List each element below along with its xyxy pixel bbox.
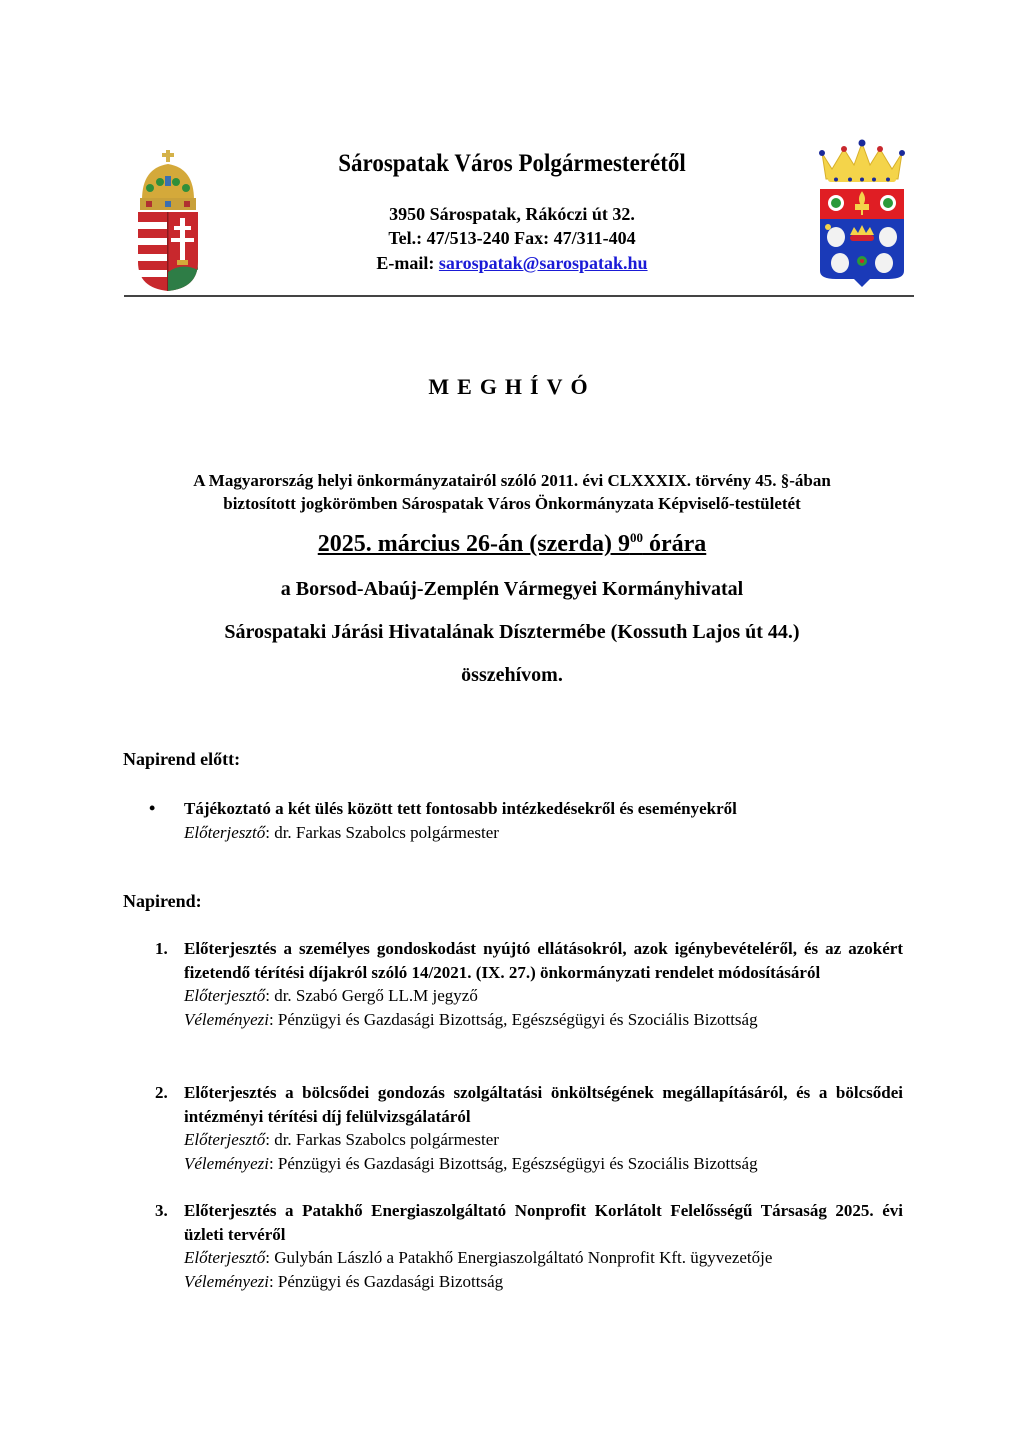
meeting-date — [0, 531, 1024, 558]
email-link[interactable]: sarospatak@sarospatak.hu — [438, 253, 648, 273]
sarospatak-coat-of-arms-icon — [818, 139, 906, 287]
agenda-item — [155, 937, 903, 1031]
bullet-icon: • — [149, 798, 156, 818]
issuer-phone-fax: Tel.: 47/513-240 Fax: 47/311-404 — [388, 228, 636, 248]
agenda-item-presenter: Előterjesztő: dr. Farkas Szabolcs polgármester — [184, 822, 499, 842]
convene-statement: összehívom. — [461, 664, 563, 686]
agenda-item-title: Előterjesztés a személyes gondoskodást nyújtó ellátásokról, azok igénybevételéről, és az azokért fizetendő térítési díjakról szóló 14/2021. (IX. 27.) önkormányzati rendelet módosításáról — [184, 939, 903, 982]
pre-agenda-item — [149, 797, 903, 844]
agenda-item-presenter: Előterjesztő: Gulybán László a Patakhő Energiaszolgáltató Nonprofit Kft. ügyvezetője — [184, 1248, 773, 1267]
agenda-item-reviewer: Véleményezi: Pénzügyi és Gazdasági Bizottság, Egészségügyi és Szociális Bizottság — [184, 1153, 758, 1173]
issuer-address: 3950 Sárospatak, Rákóczi út 32. — [389, 204, 635, 224]
document-heading: MEGHÍVÓ — [428, 374, 596, 399]
agenda-item-number: 3. — [155, 1201, 168, 1220]
meeting-date-suffix: órára — [642, 531, 707, 557]
agenda-heading: Napirend: — [123, 891, 202, 911]
meeting-place-line-1: a Borsod-Abaúj-Zemplén Vármegyei Kormányhivatal — [280, 578, 744, 600]
agenda-item — [155, 1199, 903, 1293]
agenda-item-reviewer: Véleményezi: Pénzügyi és Gazdasági Bizottság, Egészségügyi és Szociális Bizottság — [184, 1009, 758, 1029]
meeting-place-line-2: Sárospataki Járási Hivatalának Dísztermébe (Kossuth Lajos út 44.) — [224, 621, 800, 643]
intro-line-2: biztosított jogkörömben Sárospatak Város Önkormányzata Képviselő-testületét — [223, 494, 801, 513]
agenda-item-title: Tájékoztató a két ülés között tett fontosabb intézkedésekről és eseményekről — [184, 799, 737, 818]
agenda-item-title: Előterjesztés a bölcsődei gondozás szolgáltatási önköltségének megállapításáról, és a bölcsődei intézményi térítési díj felülvizsgálatáról — [184, 1083, 903, 1126]
meeting-date-main: 2025. március 26-án (szerda) 9 — [317, 531, 630, 557]
issuer-title: Sárospatak Város Polgármesterétől — [338, 150, 686, 177]
agenda-item-reviewer: Véleményezi: Pénzügyi és Gazdasági Bizottság — [184, 1271, 504, 1291]
agenda-item — [155, 1081, 903, 1175]
meeting-time-minutes: 00 — [629, 530, 643, 545]
email-label: E-mail: — [376, 253, 439, 273]
agenda-item-number: 1. — [155, 939, 168, 958]
intro-line-1: A Magyarország helyi önkormányzatairól szóló 2011. évi CLXXXIX. törvény 45. §-ában — [193, 471, 831, 490]
agenda-item-title: Előterjesztés a Patakhő Energiaszolgáltató Nonprofit Korlátolt Felelősségű Társaság 2025. évi üzleti tervéről — [184, 1201, 903, 1244]
header-divider — [124, 295, 914, 297]
agenda-item-presenter: Előterjesztő: dr. Szabó Gergő LL.M jegyző — [184, 986, 478, 1005]
pre-agenda-heading: Napirend előtt: — [123, 749, 241, 769]
agenda-item-number: 2. — [155, 1083, 168, 1102]
legal-intro — [110, 469, 914, 515]
agenda-item-presenter: Előterjesztő: dr. Farkas Szabolcs polgármester — [184, 1130, 499, 1149]
